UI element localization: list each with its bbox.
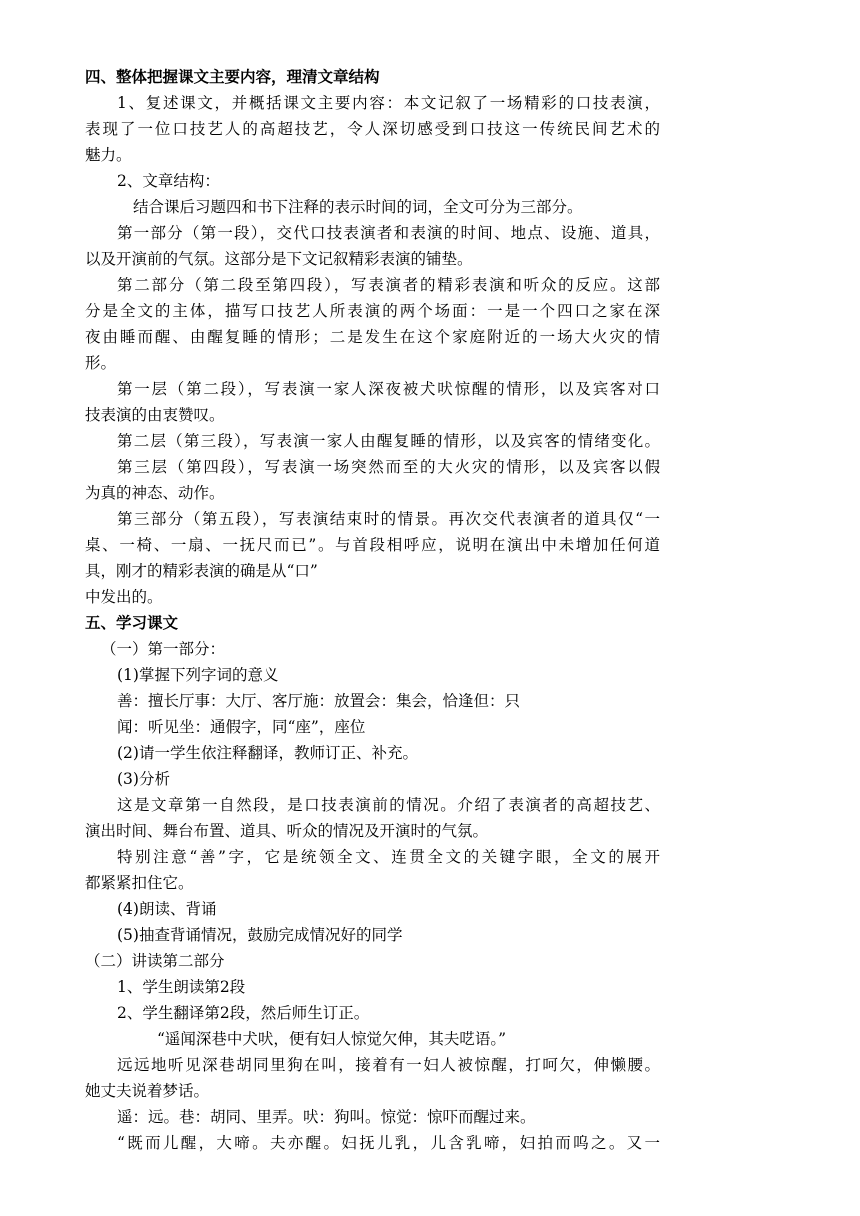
paragraph-line: 表现了一位口技艺人的高超技艺，令人深切感受到口技这一传统民间艺术的 xyxy=(85,120,660,138)
subsection-heading: （二）讲读第二部分 xyxy=(85,952,225,970)
paragraph-line: 远远地听见深巷胡同里狗在叫，接着有一妇人被惊醒，打呵欠，伸懒腰。 xyxy=(117,1056,660,1074)
list-item: (5)抽查背诵情况，鼓励完成情况好的同学 xyxy=(117,926,403,944)
paragraph-line: 技表演的由衷赞叹。 xyxy=(85,406,225,424)
vocab-line: 遥：远。巷：胡同、里弄。吠：狗叫。惊觉：惊吓而醒过来。 xyxy=(117,1108,536,1126)
paragraph-line: 形。 xyxy=(85,354,117,372)
list-item: (3)分析 xyxy=(117,770,170,788)
list-item: 2、学生翻译第2段，然后师生订正。 xyxy=(117,1004,370,1022)
vocab-line: 闻：听见坐：通假字，同“座”，座位 xyxy=(117,718,366,736)
list-item: (2)请一学生依注释翻译，教师订正、补充。 xyxy=(117,744,418,762)
paragraph-line: 魅力。 xyxy=(85,146,132,164)
paragraph-line: 以及开演前的气氛。这部分是下文记叙精彩表演的铺垫。 xyxy=(85,250,473,268)
section-heading-5: 五、学习课文 xyxy=(85,613,179,632)
paragraph-line: 结合课后习题四和书下注释的表示时间的词，全文可分为三部分。 xyxy=(133,198,583,216)
paragraph-line: 2、文章结构： xyxy=(117,172,220,190)
quote-line: “既而儿醒，大啼。夫亦醒。妇抚儿乳，儿含乳啼，妇拍而呜之。又一 xyxy=(117,1134,660,1152)
section-heading-4: 四、整体把握课文主要内容，理清文章结构 xyxy=(85,67,380,86)
paragraph-line: 第一层（第二段），写表演一家人深夜被犬吠惊醒的情形，以及宾客对口 xyxy=(117,380,660,398)
list-item: 1、学生朗读第2段 xyxy=(117,978,246,996)
paragraph-line: 具，刚才的精彩表演的确是从“口” xyxy=(85,562,318,580)
paragraph-line: 演出时间、舞台布置、道具、听众的情况及开演时的气氛。 xyxy=(85,822,489,840)
paragraph-line: 桌、一椅、一扇、一抚尺而已”。与首段相呼应，说明在演出中未增加任何道 xyxy=(85,536,660,554)
subsection-heading: （一）第一部分： xyxy=(101,640,226,658)
paragraph-line: 第一部分（第一段），交代口技表演者和表演的时间、地点、设施、道具， xyxy=(117,224,660,242)
paragraph-line: 为真的神态、动作。 xyxy=(85,484,225,502)
quote-line: “遥闻深巷中犬吠，便有妇人惊觉欠伸，其夫呓语。” xyxy=(157,1030,507,1048)
paragraph-line: 1、复述课文，并概括课文主要内容：本文记叙了一场精彩的口技表演， xyxy=(117,94,660,112)
list-item: (4)朗读、背诵 xyxy=(117,900,217,918)
paragraph-line: 第二部分（第二段至第四段），写表演者的精彩表演和听众的反应。这部 xyxy=(117,276,660,294)
vocab-line: 善：擅长厅事：大厅、客厅施：放置会：集会，恰逢但：只 xyxy=(117,692,521,710)
list-item: (1)掌握下列字词的意义 xyxy=(117,666,279,684)
paragraph-line: 第二层（第三段），写表演一家人由醒复睡的情形，以及宾客的情绪变化。 xyxy=(117,432,660,450)
paragraph-line: 第三部分（第五段），写表演结束时的情景。再次交代表演者的道具仅“一 xyxy=(117,510,660,528)
paragraph-line: 第三层（第四段），写表演一场突然而至的大火灾的情形，以及宾客以假 xyxy=(117,458,660,476)
paragraph-line: 特别注意“善”字，它是统领全文、连贯全文的关键字眼，全文的展开 xyxy=(117,848,660,866)
paragraph-line: 夜由睡而醒、由醒复睡的情形；二是发生在这个家庭附近的一场大火灾的情 xyxy=(85,328,660,346)
paragraph-line: 中发出的。 xyxy=(85,588,163,606)
paragraph-line: 分是全文的主体，描写口技艺人所表演的两个场面：一是一个四口之家在深 xyxy=(85,302,660,320)
paragraph-line: 她丈夫说着梦话。 xyxy=(85,1082,210,1100)
paragraph-line: 都紧紧扣住它。 xyxy=(85,874,194,892)
paragraph-line: 这是文章第一自然段，是口技表演前的情况。介绍了表演者的高超技艺、 xyxy=(117,796,660,814)
